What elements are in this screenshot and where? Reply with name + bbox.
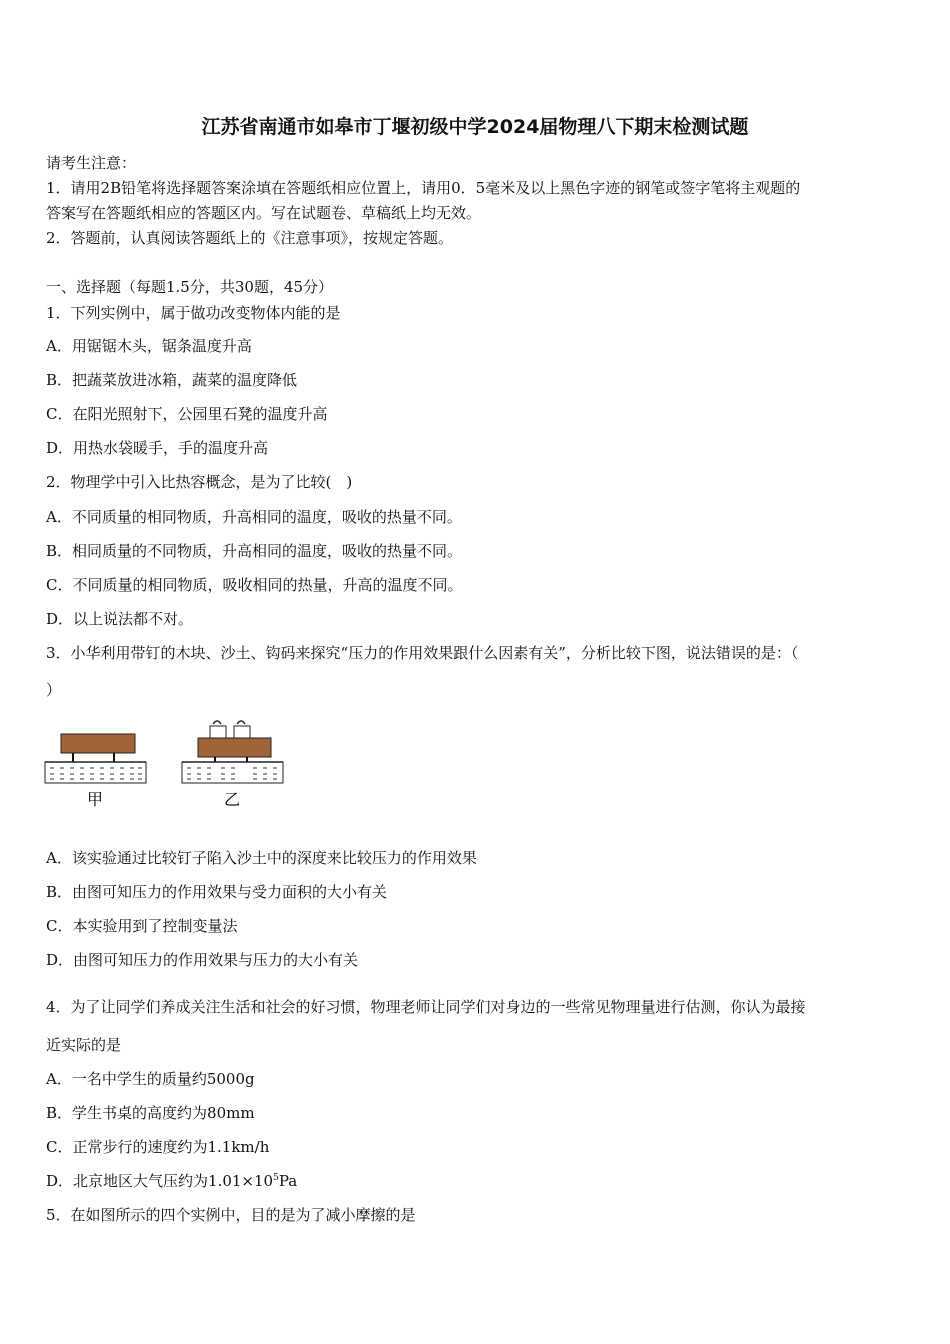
q2-option-a: A．不同质量的相同物质，升高相同的温度，吸收的热量不同。	[46, 508, 462, 526]
q2-option-b: B．相同质量的不同物质，升高相同的温度，吸收的热量不同。	[46, 542, 463, 560]
notice-line-2: 2．答题前，认真阅读答题纸上的《注意事项》，按规定答题。	[46, 229, 454, 247]
q3-option-a: A．该实验通过比较钉子陷入沙土中的深度来比较压力的作用效果	[46, 849, 477, 867]
q3-option-c: C．本实验用到了控制变量法	[46, 917, 238, 935]
q4-option-a: A．一名中学生的质量约5000g	[46, 1070, 255, 1088]
q3-option-d: D．由图可知压力的作用效果与压力的大小有关	[46, 951, 359, 969]
q4-option-c: C．正常步行的速度约为1.1km/h	[46, 1138, 270, 1156]
q1-option-c: C．在阳光照射下，公园里石凳的温度升高	[46, 405, 328, 423]
q4-option-d	[46, 1170, 297, 1191]
figure-left-apparatus	[45, 734, 146, 783]
q4-stem-a: 4．为了让同学们养成关注生活和社会的好习惯，物理老师让同学们对身边的一些常见物理量进行估测，你认为最接	[46, 998, 806, 1016]
figure-right-apparatus	[182, 721, 283, 783]
figure-right-label: 乙	[223, 790, 241, 809]
q4-option-d-prefix: D．北京地区大气压约为1.01×10	[46, 1172, 274, 1190]
q3-stem-b: ）	[46, 681, 62, 699]
q4-option-b: B．学生书桌的高度约为80mm	[46, 1104, 255, 1122]
q3-stem-a: 3．小华利用带钉的木块、沙土、钩码来探究“压力的作用效果跟什么因素有关”，分析比较下图，说法错误的是：（	[46, 644, 799, 662]
section-heading: 一、选择题（每题1.5分，共30题，45分）	[46, 278, 334, 296]
q3-option-b: B．由图可知压力的作用效果与受力面积的大小有关	[46, 883, 388, 901]
hook-weight-left	[210, 721, 226, 738]
hook-weight-right	[234, 721, 250, 738]
notice-heading: 请考生注意：	[46, 154, 137, 172]
figure-left-label: 甲	[86, 790, 104, 809]
q1-option-a: A．用锯锯木头，锯条温度升高	[46, 337, 252, 355]
q4-stem-b: 近实际的是	[46, 1036, 122, 1054]
q1-option-b: B．把蔬菜放进冰箱，蔬菜的温度降低	[46, 371, 298, 389]
page-title: 江苏省南通市如皋市丁堰初级中学2024届物理八下期末检测试题	[201, 116, 749, 138]
q2-option-c: C．不同质量的相同物质，吸收相同的热量，升高的温度不同。	[46, 576, 463, 594]
q1-option-d: D．用热水袋暖手，手的温度升高	[46, 439, 269, 457]
q3-figure	[40, 712, 300, 812]
q4-option-d-suffix: Pa	[278, 1172, 298, 1190]
notice-line-1a: 1．请用2B铅笔将选择题答案涂填在答题纸相应位置上，请用0．5毫米及以上黑色字迹的钢笔或签字笔将主观题的	[46, 179, 801, 197]
q2-option-d: D．以上说法都不对。	[46, 610, 194, 628]
q5-stem: 5．在如图所示的四个实例中，目的是为了减小摩擦的是	[46, 1206, 416, 1224]
q2-stem: 2．物理学中引入比热容概念，是为了比较( )	[46, 473, 353, 491]
q1-stem: 1．下列实例中，属于做功改变物体内能的是	[46, 304, 341, 322]
notice-line-1b: 答案写在答题纸相应的答题区内。写在试题卷、草稿纸上均无效。	[46, 204, 482, 222]
q4-option-d-exponent: 5	[273, 1173, 279, 1183]
